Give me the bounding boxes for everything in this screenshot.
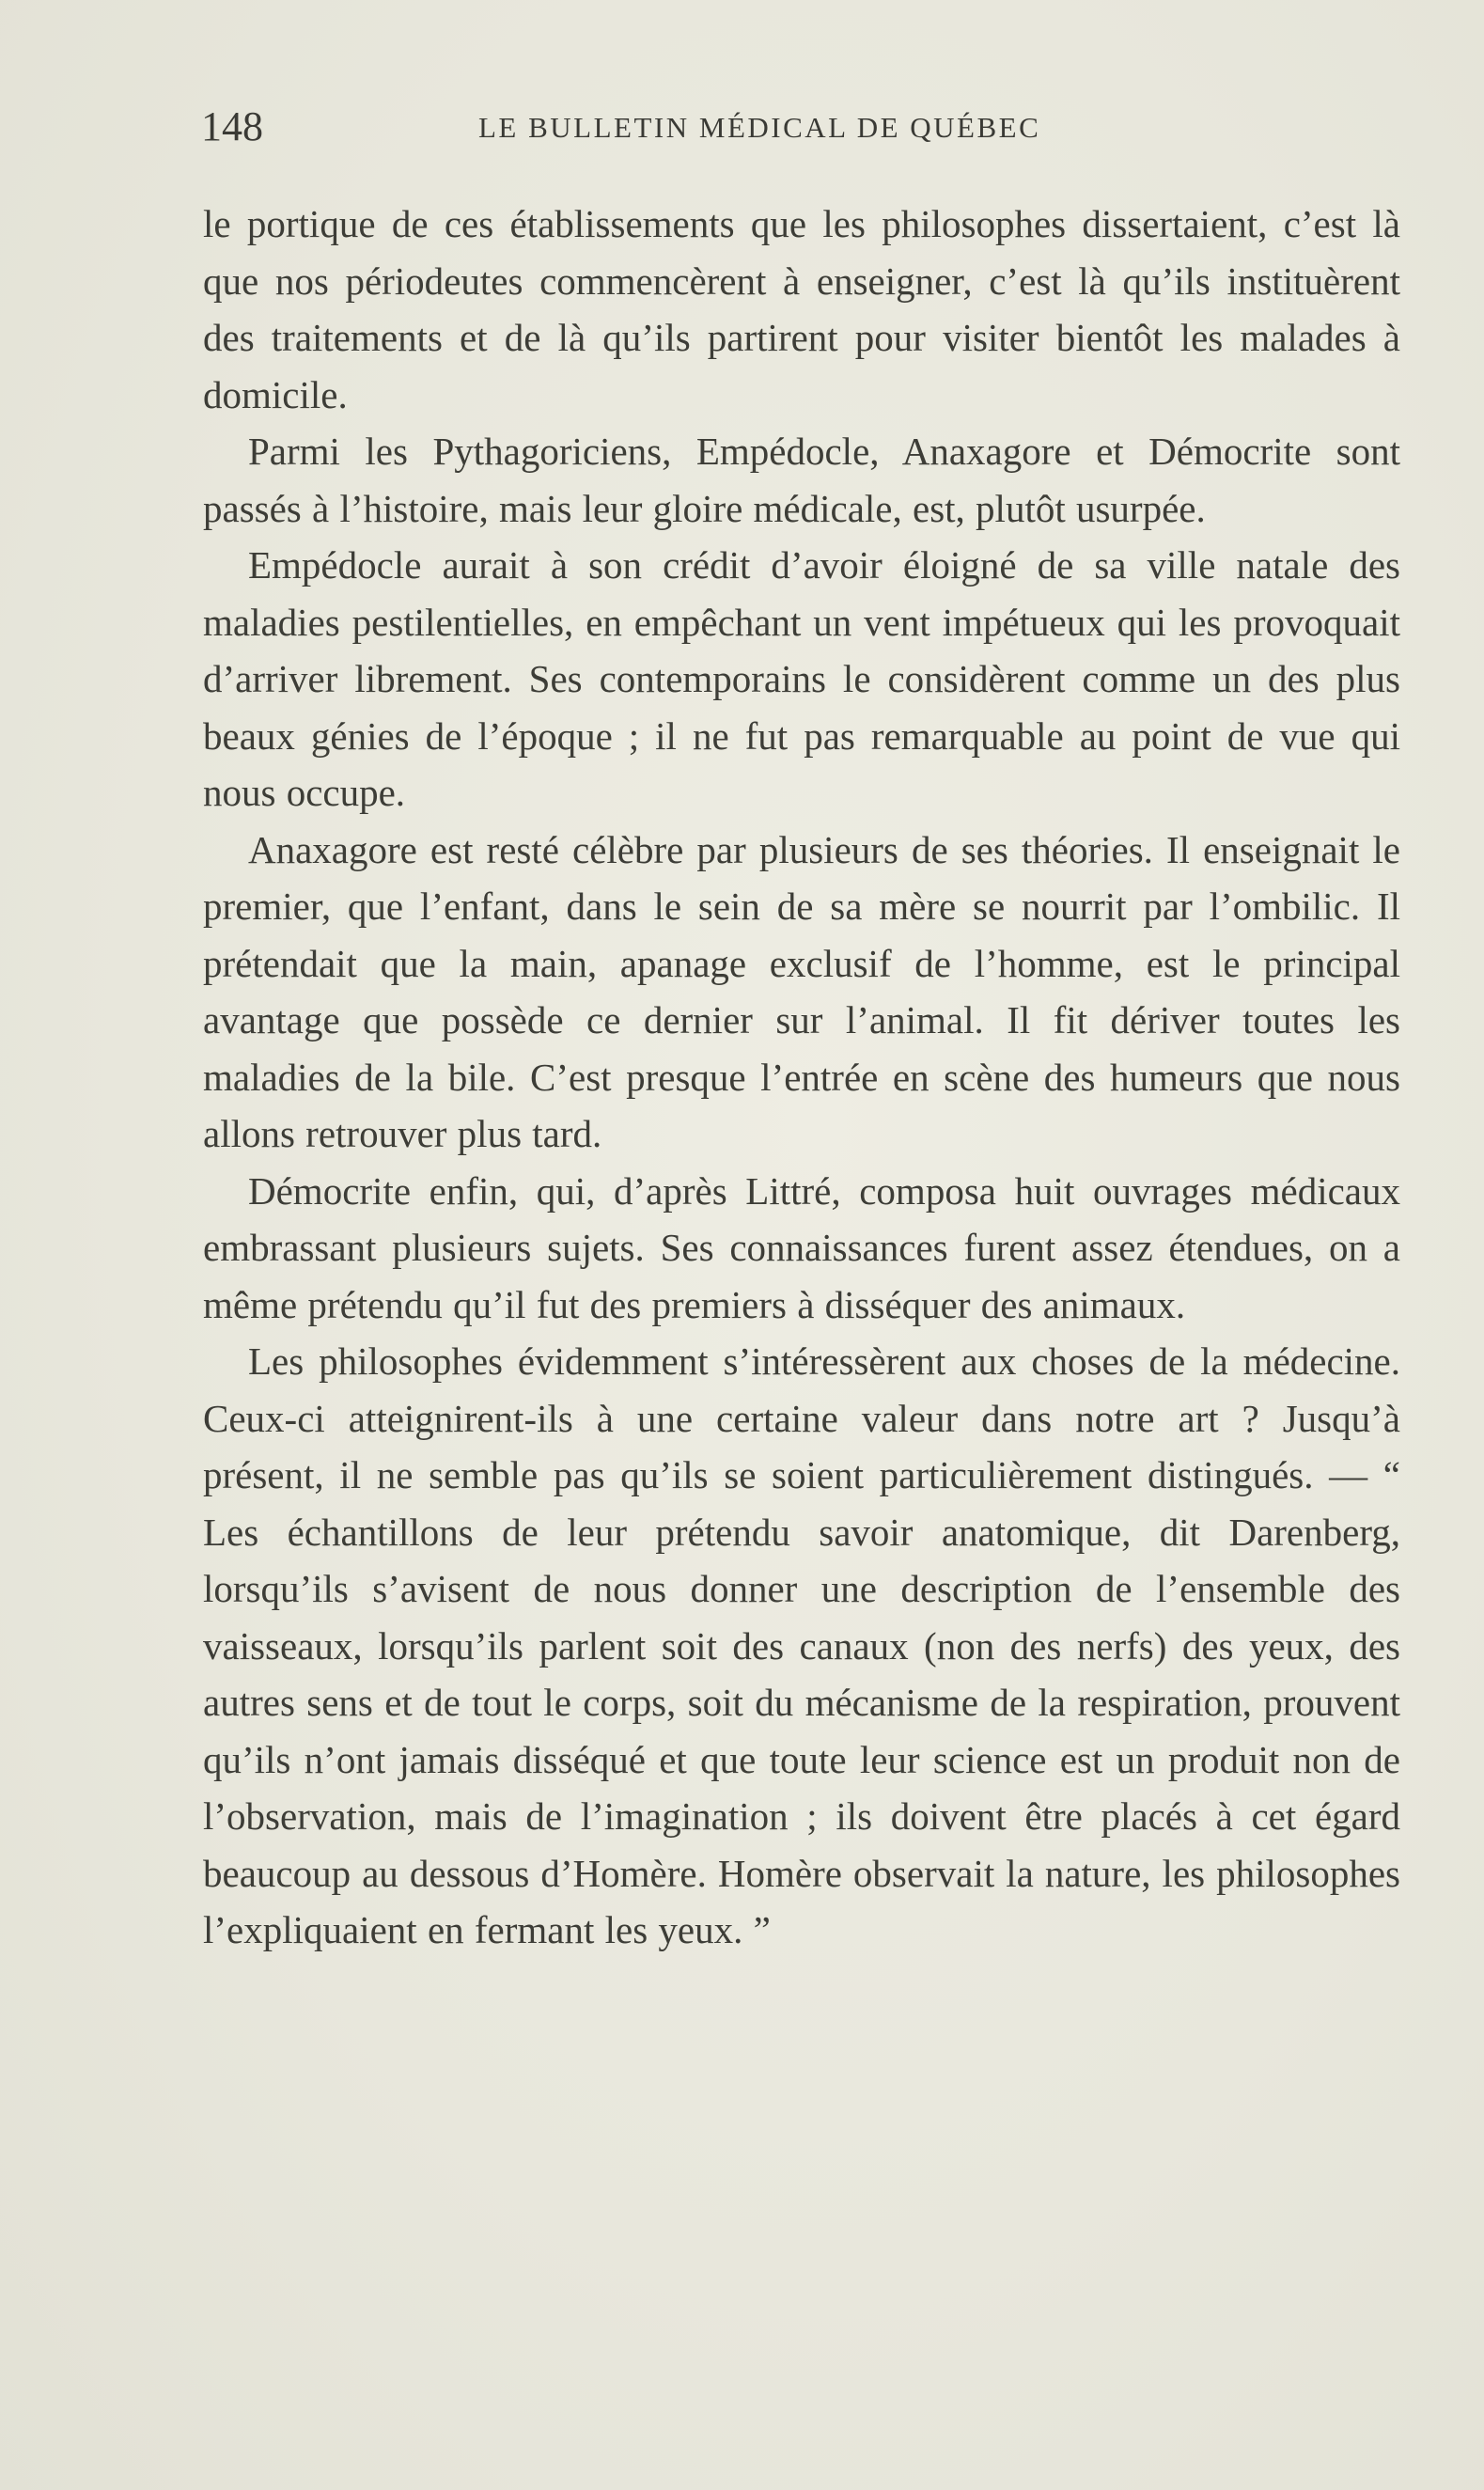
paragraph-anaxagore: Anaxagore est resté célèbre par plusieurs de ses théories. Il enseignait le premier, que l’enfant, dans le sein de sa mère se nourrit par l’ombilic. Il prétendait que la main, apanage exclusif de l’homme, est le principal avantage que possède ce dernier sur l’animal. Il fit dériver toutes les maladies de la bile. C’est presque l’entrée en scène des humeurs que nous allons retrouver plus tard.: [203, 827, 1400, 1155]
paragraph-empedocle: Empédocle aurait à son crédit d’avoir éloigné de sa ville natale des maladies pestilentielles, en empêchant un vent impétueux qui les provoquait d’arriver librement. Ses contemporains le considèrent comme un des plus beaux génies de l’époque ; il ne fut pas remarquable au point de vue qui nous occupe.: [203, 543, 1400, 814]
paragraph-pythagoriciens: Parmi les Pythagoriciens, Empédocle, Anaxagore et Démocrite sont passés à l’histoire, mais leur gloire médicale, est, plutôt usurpée.: [203, 430, 1400, 530]
paragraph-philosophes: Les philosophes évidemment s’intéressèrent aux choses de la médecine. Ceux-ci atteignirent-ils à une certaine valeur dans notre art ? Jusqu’à présent, il ne semble pas qu’ils se soient particulièrement distingués. — “ Les échantillons de leur prétendu savoir anatomique, dit Darenberg, lorsqu’ils s’avisent de nous donner une description de l’ensemble des vaisseaux, lorsqu’ils parlent soit des canaux (non des nerfs) des yeux, des autres sens et de tout le corps, soit du mécanisme de la respiration, prouvent qu’ils n’ont jamais disséqué et que toute leur science est un produit non de l’observation, mais de l’imagination ; ils doivent être placés à cet égard beaucoup au dessous d’Homère. Homère observait la nature, les philosophes l’expliquaient en fermant les yeux. ”: [203, 1339, 1400, 1951]
page-number: 148: [201, 103, 263, 149]
journal-title: LE BULLETIN MÉDICAL DE QUÉBEC: [478, 111, 1041, 144]
body-text: [203, 196, 1400, 1959]
paragraph-democrite: Démocrite enfin, qui, d’après Littré, composa huit ouvrages médicaux embrassant plusieurs sujets. Ses connaissances furent assez étendues, on a même prétendu qu’il fut des premiers à disséquer des animaux.: [203, 1168, 1400, 1326]
paragraph-continuation: le portique de ces établissements que les philosophes dissertaient, c’est là que nos périodeutes commencèrent à enseigner, c’est là qu’ils instituèrent des traitements et de là qu’ils partirent pour visiter bientôt les malades à domicile.: [203, 202, 1400, 416]
running-head: [201, 94, 1197, 160]
